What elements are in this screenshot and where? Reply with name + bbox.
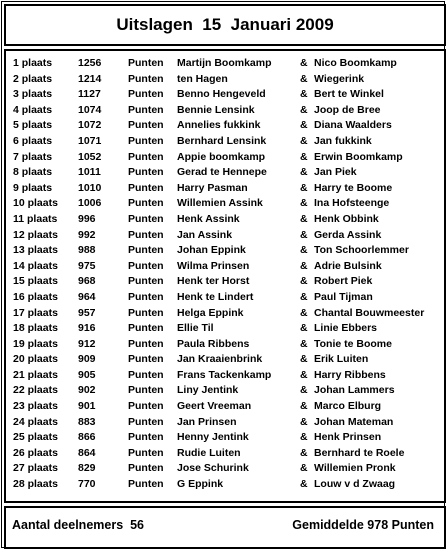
score-cell: 975 <box>78 259 96 272</box>
player2-cell: Tonie te Boome <box>314 337 392 350</box>
points-label: Punten <box>128 181 164 194</box>
place-cell: 25 plaats <box>13 431 58 444</box>
score-cell: 992 <box>78 228 96 241</box>
score-cell: 901 <box>78 400 96 413</box>
player1-cell: Liny Jentink <box>177 384 239 397</box>
table-row <box>6 118 444 134</box>
score-cell: 912 <box>78 337 96 350</box>
table-row <box>6 56 444 72</box>
place-cell: 26 plaats <box>13 446 58 459</box>
place-cell: 5 plaats <box>13 119 53 132</box>
points-label: Punten <box>128 446 164 459</box>
place-cell: 8 plaats <box>13 166 53 179</box>
table-row <box>6 165 444 181</box>
player1-cell: G Eppink <box>177 478 224 491</box>
player1-cell: Henk ter Horst <box>177 275 250 288</box>
ampersand: & <box>300 259 308 272</box>
player1-cell: Geert Vreeman <box>177 400 252 413</box>
table-row <box>6 399 444 415</box>
player2-cell: Paul Tijman <box>314 290 373 303</box>
ampersand: & <box>300 150 308 163</box>
place-cell: 19 plaats <box>13 337 58 350</box>
average-score: Gemiddelde 978 Punten <box>292 518 434 532</box>
player1-cell: Jose Schurink <box>177 462 249 475</box>
score-cell: 866 <box>78 431 96 444</box>
table-row <box>6 446 444 462</box>
score-cell: 1006 <box>78 197 102 210</box>
participant-count: Aantal deelnemers 56 <box>12 518 145 532</box>
results-rows <box>6 56 444 493</box>
ampersand: & <box>300 57 308 69</box>
points-label: Punten <box>128 212 164 225</box>
score-cell: 916 <box>78 322 96 335</box>
player1-cell: Henk te Lindert <box>177 290 254 303</box>
score-cell: 1071 <box>78 134 102 147</box>
points-label: Punten <box>128 478 164 491</box>
points-label: Punten <box>128 228 164 241</box>
table-row <box>6 228 444 244</box>
ampersand: & <box>300 322 308 335</box>
ampersand: & <box>300 244 308 257</box>
score-cell: 996 <box>78 212 96 225</box>
ampersand: & <box>300 368 308 381</box>
points-label: Punten <box>128 103 164 116</box>
place-cell: 22 plaats <box>13 384 58 397</box>
player1-cell: Jan Kraaienbrink <box>177 353 263 366</box>
points-label: Punten <box>128 57 164 69</box>
player1-cell: Gerad te Hennepe <box>177 166 267 179</box>
table-row <box>6 72 444 88</box>
ampersand: & <box>300 228 308 241</box>
points-label: Punten <box>128 337 164 350</box>
points-label: Punten <box>128 150 164 163</box>
player1-cell: Henk Assink <box>177 212 240 225</box>
player1-cell: Bennie Lensink <box>177 103 255 116</box>
score-cell: 1010 <box>78 181 102 194</box>
table-row <box>6 259 444 275</box>
player1-cell: Helga Eppink <box>177 306 244 319</box>
ampersand: & <box>300 197 308 210</box>
table-row <box>6 290 444 306</box>
points-label: Punten <box>128 353 164 366</box>
points-label: Punten <box>128 400 164 413</box>
score-cell: 968 <box>78 275 96 288</box>
player1-cell: Jan Assink <box>177 228 233 241</box>
table-row <box>6 306 444 322</box>
place-cell: 24 plaats <box>13 415 58 428</box>
player2-cell: Adrie Bulsink <box>314 259 382 272</box>
player1-cell: Benno Hengeveld <box>177 88 266 101</box>
table-row <box>6 321 444 337</box>
score-cell: 1127 <box>78 88 101 101</box>
ampersand: & <box>300 353 308 366</box>
place-cell: 1 plaats <box>13 57 53 69</box>
score-cell: 988 <box>78 244 96 257</box>
points-label: Punten <box>128 322 164 335</box>
score-cell: 1052 <box>78 150 102 163</box>
score-cell: 770 <box>78 478 96 491</box>
place-cell: 2 plaats <box>13 72 53 85</box>
points-label: Punten <box>128 306 164 319</box>
points-label: Punten <box>128 134 164 147</box>
ampersand: & <box>300 275 308 288</box>
place-cell: 17 plaats <box>13 306 58 319</box>
table-row <box>6 134 444 150</box>
player2-cell: Jan fukkink <box>314 134 372 147</box>
player2-cell: Joop de Bree <box>314 103 381 116</box>
player2-cell: Wiegerink <box>314 72 365 85</box>
player1-cell: ten Hagen <box>177 72 228 85</box>
player2-cell: Erik Luiten <box>314 353 369 366</box>
ampersand: & <box>300 400 308 413</box>
place-cell: 18 plaats <box>13 322 58 335</box>
place-cell: 13 plaats <box>13 244 58 257</box>
table-row <box>6 150 444 166</box>
points-label: Punten <box>128 275 164 288</box>
points-label: Punten <box>128 119 164 132</box>
player2-cell: Ina Hofsteenge <box>314 197 390 210</box>
ampersand: & <box>300 446 308 459</box>
ampersand: & <box>300 415 308 428</box>
player2-cell: Robert Piek <box>314 275 373 288</box>
place-cell: 6 plaats <box>13 134 53 147</box>
player2-cell: Erwin Boomkamp <box>314 150 403 163</box>
score-cell: 909 <box>78 353 96 366</box>
ampersand: & <box>300 306 308 319</box>
place-cell: 27 plaats <box>13 462 58 475</box>
place-cell: 20 plaats <box>13 353 58 366</box>
player2-cell: Johan Lammers <box>314 384 395 397</box>
points-label: Punten <box>128 88 164 101</box>
player2-cell: Harry te Boome <box>314 181 393 194</box>
player1-cell: Paula Ribbens <box>177 337 250 350</box>
table-row <box>6 352 444 368</box>
score-cell: 883 <box>78 415 96 428</box>
page-title: Uitslagen 15 Januari 2009 <box>4 4 446 46</box>
ampersand: & <box>300 290 308 303</box>
player1-cell: Johan Eppink <box>177 244 246 257</box>
player1-cell: Appie boomkamp <box>177 150 266 163</box>
score-cell: 1256 <box>78 57 102 69</box>
ampersand: & <box>300 462 308 475</box>
player2-cell: Jan Piek <box>314 166 357 179</box>
ampersand: & <box>300 337 308 350</box>
player2-cell: Henk Obbink <box>314 212 379 225</box>
summary-footer <box>4 506 446 549</box>
player2-cell: Nico Boomkamp <box>314 57 397 69</box>
player1-cell: Willemien Assink <box>177 197 263 210</box>
player2-cell: Linie Ebbers <box>314 322 378 335</box>
ampersand: & <box>300 166 308 179</box>
ampersand: & <box>300 134 308 147</box>
player2-cell: Willemien Pronk <box>314 462 396 475</box>
table-row <box>6 212 444 228</box>
player1-cell: Annelies fukkink <box>177 119 261 132</box>
place-cell: 16 plaats <box>13 290 58 303</box>
place-cell: 21 plaats <box>13 368 58 381</box>
score-cell: 829 <box>78 462 96 475</box>
points-label: Punten <box>128 290 164 303</box>
player2-cell: Bernhard te Roele <box>314 446 405 459</box>
score-cell: 1011 <box>78 166 101 179</box>
place-cell: 14 plaats <box>13 259 58 272</box>
table-row <box>6 243 444 259</box>
player2-cell: Henk Prinsen <box>314 431 382 444</box>
player2-cell: Diana Waalders <box>314 119 392 132</box>
points-label: Punten <box>128 431 164 444</box>
place-cell: 7 plaats <box>13 150 53 163</box>
points-label: Punten <box>128 368 164 381</box>
place-cell: 23 plaats <box>13 400 58 413</box>
player1-cell: Ellie Til <box>177 322 214 335</box>
score-cell: 902 <box>78 384 96 397</box>
place-cell: 11 plaats <box>13 212 58 225</box>
player2-cell: Ton Schoorlemmer <box>314 244 409 257</box>
place-cell: 3 plaats <box>13 88 53 101</box>
table-row <box>6 415 444 431</box>
player1-cell: Harry Pasman <box>177 181 248 194</box>
table-row <box>6 103 444 119</box>
ampersand: & <box>300 431 308 444</box>
points-label: Punten <box>128 72 164 85</box>
table-row <box>6 181 444 197</box>
ampersand: & <box>300 181 308 194</box>
player2-cell: Louw v d Zwaag <box>314 478 396 491</box>
table-row <box>6 461 444 477</box>
ampersand: & <box>300 478 308 491</box>
ampersand: & <box>300 103 308 116</box>
player1-cell: Frans Tackenkamp <box>177 368 272 381</box>
table-row <box>6 430 444 446</box>
place-cell: 9 plaats <box>13 181 53 194</box>
player2-cell: Harry Ribbens <box>314 368 386 381</box>
points-label: Punten <box>128 244 164 257</box>
table-row <box>6 87 444 103</box>
ampersand: & <box>300 384 308 397</box>
results-sheet <box>1 1 445 548</box>
score-cell: 957 <box>78 306 96 319</box>
player2-cell: Chantal Bouwmeester <box>314 306 425 319</box>
points-label: Punten <box>128 259 164 272</box>
table-row <box>6 274 444 290</box>
player2-cell: Johan Mateman <box>314 415 394 428</box>
player2-cell: Bert te Winkel <box>314 88 384 101</box>
score-cell: 864 <box>78 446 96 459</box>
place-cell: 15 plaats <box>13 275 58 288</box>
score-cell: 905 <box>78 368 96 381</box>
player2-cell: Gerda Assink <box>314 228 382 241</box>
points-label: Punten <box>128 384 164 397</box>
player1-cell: Rudie Luiten <box>177 446 241 459</box>
ampersand: & <box>300 88 308 101</box>
ampersand: & <box>300 212 308 225</box>
player1-cell: Wilma Prinsen <box>177 259 250 272</box>
place-cell: 4 plaats <box>13 103 53 116</box>
table-row <box>6 477 444 493</box>
player1-cell: Martijn Boomkamp <box>177 57 272 69</box>
points-label: Punten <box>128 415 164 428</box>
points-label: Punten <box>128 462 164 475</box>
place-cell: 28 plaats <box>13 478 58 491</box>
points-label: Punten <box>128 197 164 210</box>
player1-cell: Jan Prinsen <box>177 415 237 428</box>
ampersand: & <box>300 72 308 85</box>
ampersand: & <box>300 119 308 132</box>
player1-cell: Bernhard Lensink <box>177 134 267 147</box>
player2-cell: Marco Elburg <box>314 400 382 413</box>
place-cell: 12 plaats <box>13 228 58 241</box>
score-cell: 1072 <box>78 119 102 132</box>
table-row <box>6 337 444 353</box>
table-row <box>6 368 444 384</box>
table-row <box>6 383 444 399</box>
place-cell: 10 plaats <box>13 197 58 210</box>
score-cell: 1214 <box>78 72 102 85</box>
score-cell: 964 <box>78 290 96 303</box>
table-row <box>6 196 444 212</box>
results-table <box>4 49 446 503</box>
points-label: Punten <box>128 166 164 179</box>
score-cell: 1074 <box>78 103 102 116</box>
player1-cell: Henny Jentink <box>177 431 249 444</box>
